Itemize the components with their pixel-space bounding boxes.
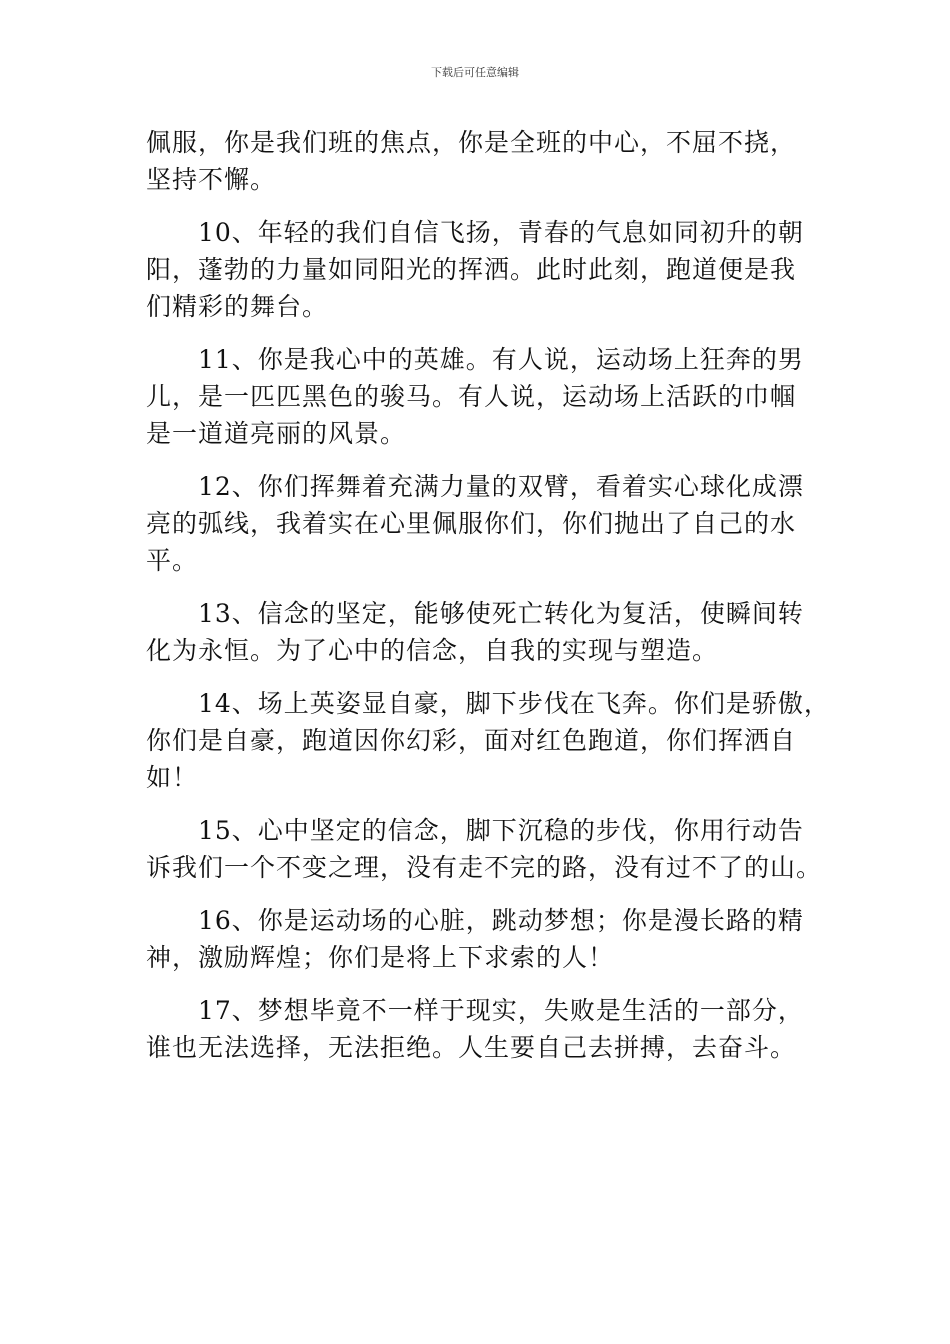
- text-line: 是一道道亮丽的风景。: [146, 419, 407, 448]
- text-line: 化为永恒。为了心中的信念，自我的实现与塑造。: [146, 636, 719, 665]
- text-line: 14、场上英姿显自豪，脚下步伐在飞奔。你们是骄傲，: [198, 689, 830, 718]
- paragraph-item-15: [146, 812, 823, 886]
- text-line: 儿，是一匹匹黑色的骏马。有人说，运动场上活跃的巾帼: [146, 382, 797, 411]
- paragraph-item-17: [146, 992, 811, 1066]
- text-line: 15、心中坚定的信念，脚下沉稳的步伐，你用行动告: [198, 816, 804, 845]
- text-line: 13、信念的坚定，能够使死亡转化为复活，使瞬间转: [198, 599, 804, 628]
- text-line: 16、你是运动场的心脏，跳动梦想；你是漫长路的精: [198, 906, 804, 935]
- page-header-note: 下载后可任意编辑: [431, 66, 519, 79]
- text-line: 11、你是我心中的英雄。有人说，运动场上狂奔的男: [198, 345, 804, 374]
- text-line: 17、梦想毕竟不一样于现实，失败是生活的一部分，: [198, 996, 804, 1025]
- text-line: 12、你们挥舞着充满力量的双臂，看着实心球化成漂: [198, 472, 804, 501]
- text-line: 10、年轻的我们自信飞扬，青春的气息如同初升的朝: [198, 218, 804, 247]
- text-line: 坚持不懈。: [146, 165, 277, 194]
- paragraph-continuation: [146, 124, 811, 198]
- text-line: 如！: [146, 763, 199, 792]
- document-body: [146, 124, 830, 1082]
- text-line: 诉我们一个不变之理，没有走不完的路，没有过不了的山。: [146, 853, 823, 882]
- text-line: 你们是自豪，跑道因你幻彩，面对红色跑道，你们挥洒自: [146, 726, 797, 755]
- text-line: 亮的弧线，我着实在心里佩服你们，你们抛出了自己的水: [146, 509, 797, 538]
- text-line: 佩服，你是我们班的焦点，你是全班的中心，不屈不挠，: [146, 128, 797, 157]
- text-line: 神，激励辉煌；你们是将上下求索的人！: [146, 943, 615, 972]
- text-line: 阳，蓬勃的力量如同阳光的挥洒。此时此刻，跑道便是我: [146, 255, 797, 284]
- paragraph-item-11: [146, 341, 811, 452]
- paragraph-item-13: [146, 595, 811, 669]
- paragraph-item-14: [146, 685, 830, 796]
- text-line: 平。: [146, 546, 199, 575]
- paragraph-item-10: [146, 214, 811, 325]
- text-line: 谁也无法选择，无法拒绝。人生要自己去拼搏，去奋斗。: [146, 1033, 797, 1062]
- paragraph-item-12: [146, 468, 811, 579]
- text-line: 们精彩的舞台。: [146, 292, 329, 321]
- paragraph-item-16: [146, 902, 811, 976]
